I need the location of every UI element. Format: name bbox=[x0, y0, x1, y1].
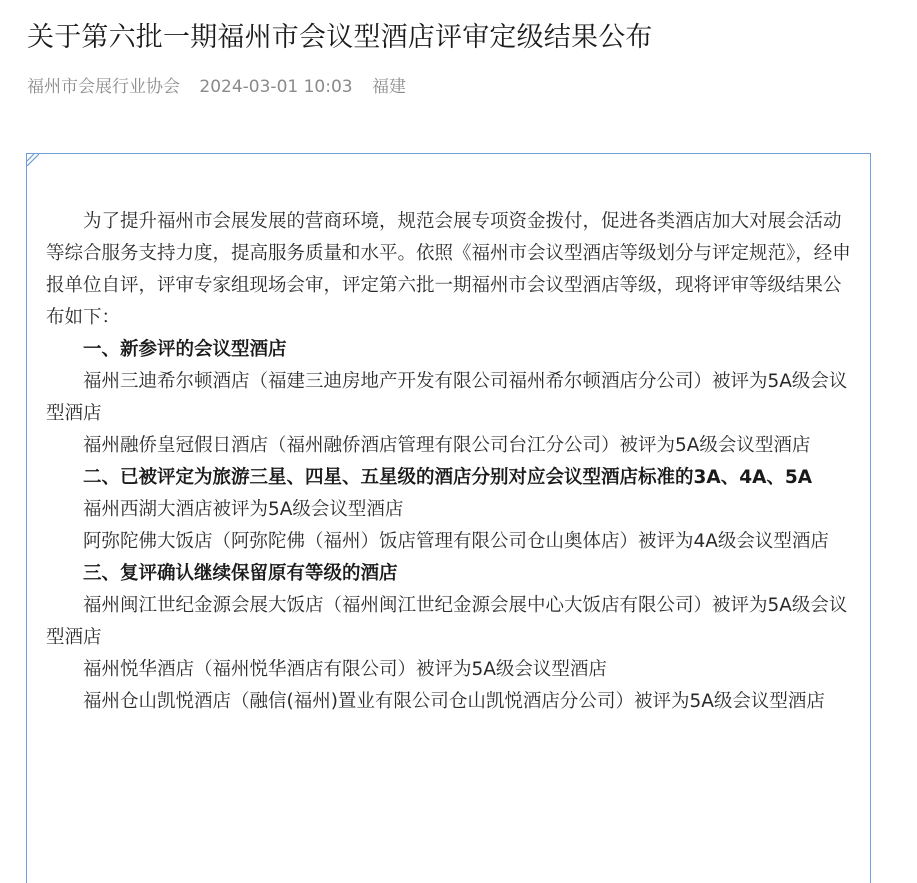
hotel-entry: 福州西湖大酒店被评为5A级会议型酒店 bbox=[83, 499, 404, 520]
article-title: 关于第六批一期福州市会议型酒店评审定级结果公布 bbox=[27, 22, 653, 53]
article-datetime: 2024-03-01 10:03 bbox=[199, 77, 353, 97]
article-body bbox=[46, 206, 858, 718]
hotel-entry: 福州仓山凯悦酒店（融信(福州)置业有限公司仓山凯悦酒店分公司）被评为5A级会议型酒店 bbox=[83, 691, 825, 712]
hotel-entry: 福州融侨皇冠假日酒店（福州融侨酒店管理有限公司台江分公司）被评为5A级会议型酒店 bbox=[83, 435, 811, 456]
article-source[interactable]: 福州市会展行业协会 bbox=[27, 77, 180, 97]
hotel-entry: 福州闽江世纪金源会展大饭店（福州闽江世纪金源会展中心大饭店有限公司）被评为5A级会议型酒店 bbox=[46, 595, 848, 648]
section-heading-reviewed-hotels: 三、复评确认继续保留原有等级的酒店 bbox=[83, 563, 398, 584]
hotel-entry: 福州悦华酒店（福州悦华酒店有限公司）被评为5A级会议型酒店 bbox=[83, 659, 607, 680]
hotel-entry: 福州三迪希尔顿酒店（福建三迪房地产开发有限公司福州希尔顿酒店分公司）被评为5A级会议型酒店 bbox=[46, 371, 848, 424]
corner-decoration-icon bbox=[27, 154, 39, 166]
section-heading-new-hotels: 一、新参评的会议型酒店 bbox=[83, 339, 287, 360]
article-content-box bbox=[26, 153, 871, 883]
intro-paragraph: 为了提升福州市会展发展的营商环境，规范会展专项资金拨付，促进各类酒店加大对展会活动等综合服务支持力度，提高服务质量和水平。依照《福州市会议型酒店等级划分与评定规范》，经申报单位自评，评审专家组现场会审，评定第六批一期福州市会议型酒店等级，现将评审等级结果公布如下： bbox=[46, 211, 851, 328]
section-heading-star-hotels: 二、已被评定为旅游三星、四星、五星级的酒店分别对应会议型酒店标准的3A、4A、5A bbox=[83, 467, 813, 488]
hotel-entry: 阿弥陀佛大饭店（阿弥陀佛（福州）饭店管理有限公司仓山奥体店）被评为4A级会议型酒店 bbox=[83, 531, 829, 552]
article-location: 福建 bbox=[372, 77, 407, 97]
article-meta bbox=[27, 74, 420, 100]
